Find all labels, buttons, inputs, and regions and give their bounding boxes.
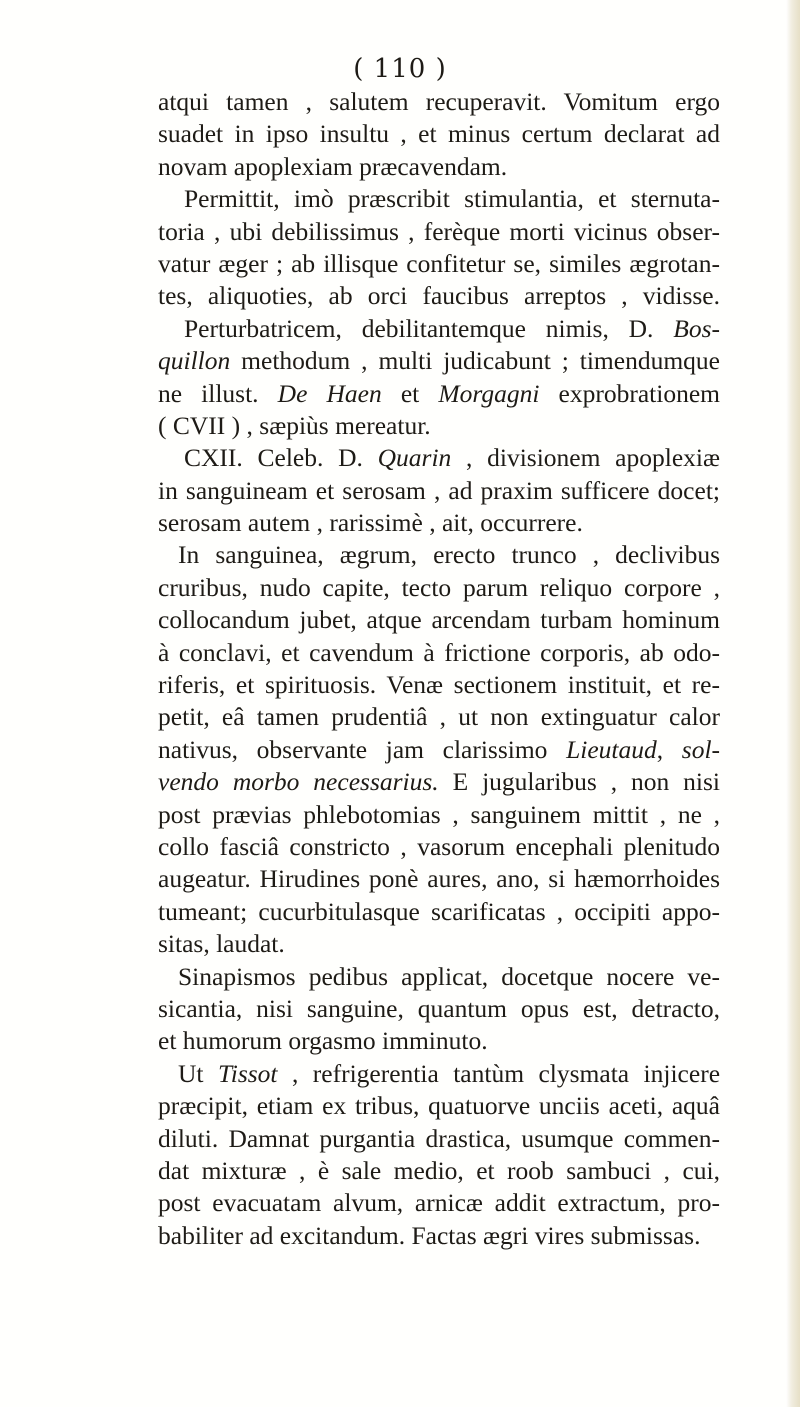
italic-word: sol- (681, 734, 721, 764)
text-fragment: exprobrationem (558, 378, 720, 408)
text-line: tumeant; cucurbitulasque scarificatas , occipiti appo- (158, 896, 720, 926)
text-line: suadet in ipso insultu , et minus certum declarat ad (158, 119, 720, 149)
text-line (158, 442, 720, 474)
text-line: sicantia, nisi sanguine, quantum opus est, detracto, (158, 993, 720, 1023)
author-name: De Haen (277, 378, 382, 408)
text-line: cruribus, nudo capite, tecto parum reliquo corpore , (158, 572, 720, 602)
author-name: quillon (158, 346, 231, 376)
author-name: Lieutaud (566, 734, 657, 764)
text-line: collocandum jubet, atque arcendam turbam hominum (158, 605, 720, 635)
text-line: in sanguineam et serosam , ad praxim sufficere docet; (158, 475, 720, 505)
text-line: atqui tamen , salutem recuperavit. Vomitum ergo (158, 87, 720, 116)
text-fragment: , refrigerentia tantùm clysmata injicere (291, 1058, 721, 1088)
text-line (158, 734, 720, 766)
text-line: novam apoplexiam præcavendam. (158, 151, 508, 181)
text-fragment: nativus, observante jam clarissimo (158, 734, 548, 764)
text-line: præcipit, etiam ex tribus, quatuorve unciis aceti, aquâ (158, 1091, 720, 1121)
page-edge (786, 0, 800, 1407)
text-line: post prævias phlebotomias , sanguinem mittit , ne , (158, 799, 720, 829)
text-line: ( CVII ) , sæpiùs mereatur. (158, 410, 431, 440)
author-name: Quarin (377, 443, 452, 473)
text-line: à conclavi, et cavendum à frictione corporis, ab odo- (158, 637, 720, 667)
author-name: Tissot (217, 1058, 278, 1088)
page-number: ( 110 ) (353, 54, 447, 84)
text-fragment: Perturbatricem, debilitantemque nimis, D. (184, 313, 654, 343)
text-fragment: , divisionem apoplexiæ (466, 443, 720, 473)
text-line: quillon methodum , multi judicabunt ; timendumque (158, 346, 720, 376)
text-line: In sanguinea, ægrum, erecto trunco , declivibus (178, 540, 720, 570)
text-fragment: , (656, 734, 664, 764)
text-line: Sinapismos pedibus applicat, docetque nocere ve- (178, 961, 720, 991)
text-line: serosam autem , rarissimè , ait, occurrere. (158, 508, 583, 538)
text-line: Permittit, imò præscribit stimulantia, et sternuta- (184, 184, 720, 214)
text-line: babiliter ad excitandum. Factas ægri vires submissas. (158, 1220, 701, 1250)
text-line: tes, aliquoties, ab orci faucibus arreptos , vidisse. (158, 281, 720, 311)
body-text (158, 86, 720, 1252)
text-line: augeatur. Hirudines ponè aures, ano, si hæmorrhoides (158, 864, 720, 894)
italic-word: vendo (158, 767, 219, 797)
text-line (158, 1058, 720, 1090)
text-line: riferis, et spirituosis. Venæ sectionem instituit, et re- (158, 670, 720, 700)
text-line: toria , ubi debilissimus , ferèque morti vicinus obser- (158, 216, 720, 246)
text-line: vatur æger ; ab illisque confitetur se, similes ægrotan- (158, 248, 720, 278)
author-name: Bos- (673, 313, 720, 343)
text-line: et humorum orgasmo imminuto. (158, 1026, 488, 1056)
italic-phrase: morbo necessarius. (232, 767, 439, 797)
text-line: vendo morbo necessarius. E jugularibus , non nisi (158, 767, 720, 797)
text-line: dat mixturæ , è sale medio, et roob sambuci , cui, (158, 1155, 720, 1185)
text-line: petit, eâ tamen prudentiâ , ut non extinguatur calor (158, 702, 720, 732)
text-line: post evacuatam alvum, arnicæ addit extractum, pro- (158, 1188, 720, 1218)
author-name: Morgagni (438, 378, 540, 408)
text-line (158, 313, 720, 345)
text-line (158, 378, 720, 410)
text-line: collo fasciâ constricto , vasorum encephali plenitudo (158, 831, 720, 861)
text-line: sitas, laudat. (158, 929, 285, 959)
text-fragment: et (400, 378, 420, 408)
text-line: diluti. Damnat purgantia drastica, usumque commen- (158, 1123, 720, 1153)
text-fragment: ne illust. (158, 378, 259, 408)
text-fragment: Ut (178, 1058, 204, 1088)
text-fragment: CXII. Celeb. D. (184, 443, 363, 473)
